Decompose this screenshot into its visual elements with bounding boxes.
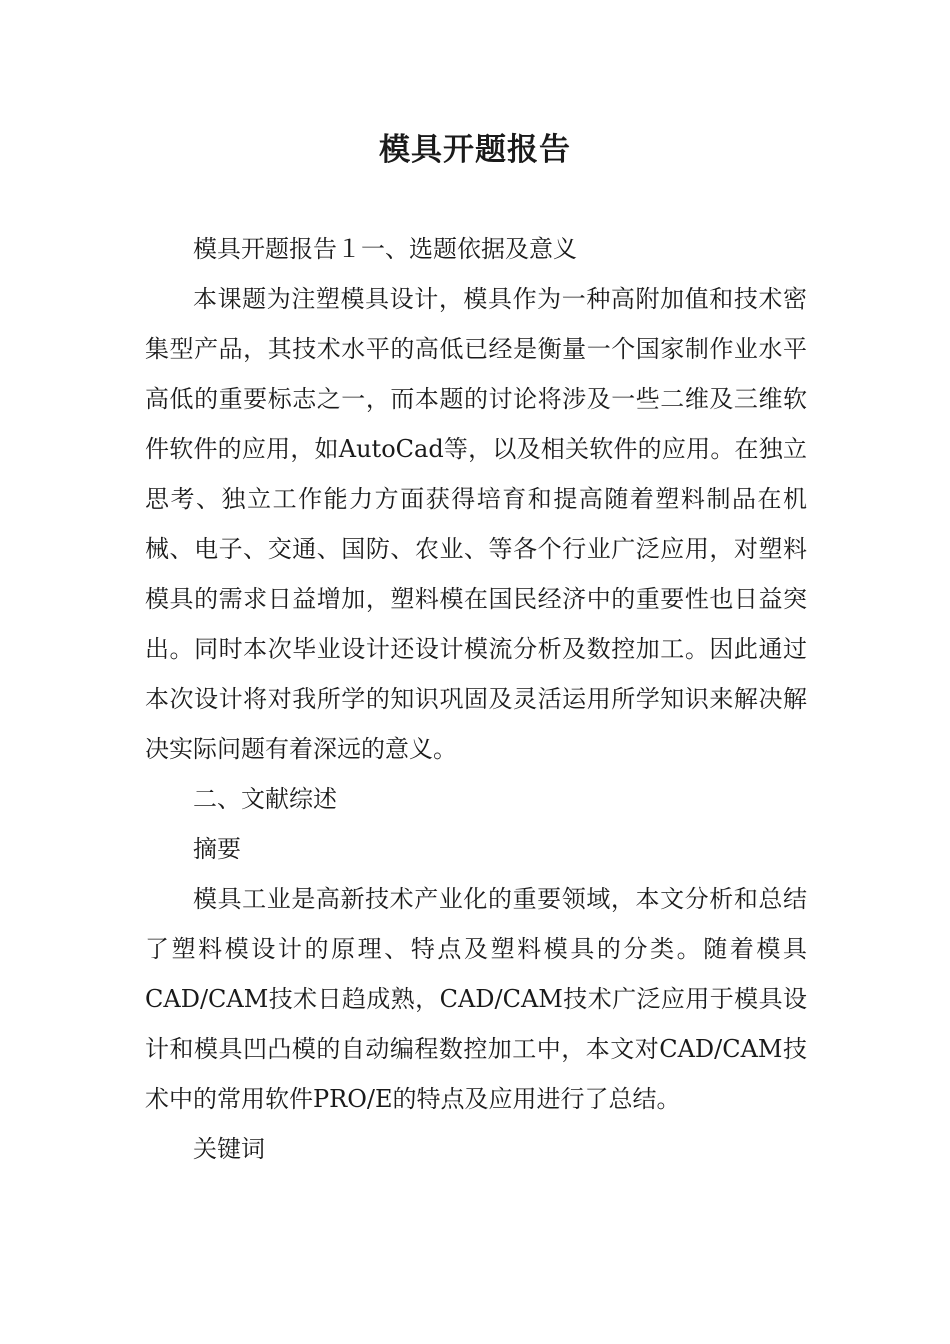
paragraph-topic-basis: 模具开题报告１一、选题依据及意义 [193, 235, 577, 263]
paragraph-significance: 本课题为注塑模具设计，模具作为一种高附加值和技术密集型产品，其技术水平的高低已经是衡量一个国家制作业水平高低的重要标志之一，而本题的讨论将涉及一些二维及三维软件软件的应用，如AutoCad等，以及相关软件的应用。在独立思考、独立工作能力方面获得培育和提高随着塑料制品在机械、电子、交通、国防、农业、等各个行业广泛应用，对塑料模具的需求日益增加，塑料模在国民经济中的重要性也日益突出。同时本次毕业设计还设计模流分析及数控加工。因此通过本次设计将对我所学的知识巩固及灵活运用所学知识来解决解决实际问题有着深远的意义。 [145, 285, 807, 763]
paragraph-literature-review-heading: 二、文献综述 [193, 785, 337, 813]
document-body [145, 224, 807, 1174]
document-title: 模具开题报告 [379, 132, 571, 168]
paragraph-abstract-heading: 摘要 [193, 835, 241, 863]
paragraph-abstract: 模具工业是高新技术产业化的重要领域，本文分析和总结了塑料模设计的原理、特点及塑料模具的分类。随着模具CAD/CAM技术日趋成熟，CAD/CAM技术广泛应用于模具设计和模具凹凸模的自动编程数控加工中，本文对CAD/CAM技术中的常用软件PRO/E的特点及应用进行了总结。 [145, 885, 807, 1113]
paragraph-keywords-heading: 关键词 [193, 1135, 265, 1163]
